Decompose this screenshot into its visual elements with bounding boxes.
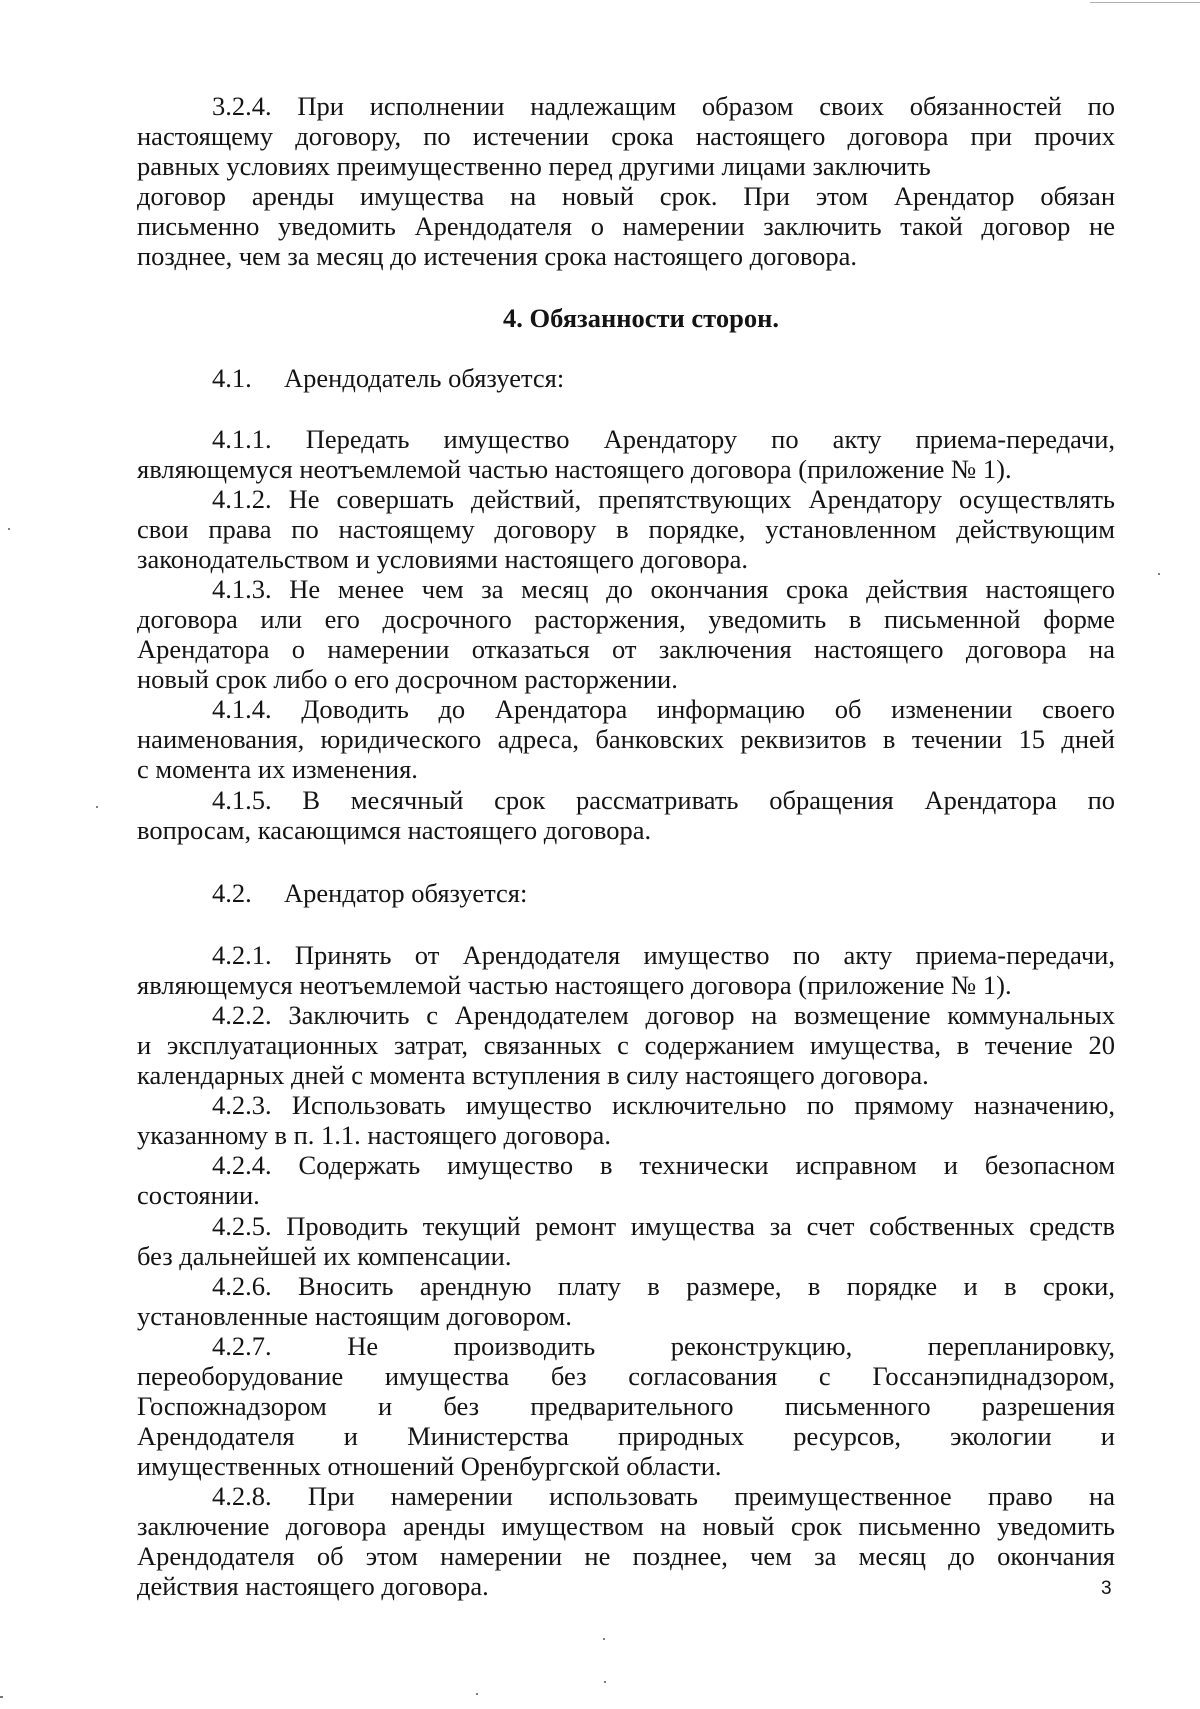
para-3-2-4-line-4: договор аренды имущества на новый срок. При этом Арендатор обязан (137, 181, 1115, 211)
item-4-2-line-12: 4.2.6. Вносить арендную плату в размере, в порядке и в сроки, (212, 1271, 1115, 1301)
section-title: 4. Обязанности сторон. (503, 303, 779, 333)
item-4-1-line-1: 4.1.1. Передать имущество Арендатору по акту приема-передачи, (212, 424, 1115, 454)
item-4-2-line-15: переоборудование имущества без согласования с Госсанэпиднадзором, (137, 1361, 1115, 1391)
subsection-4-2 (212, 878, 527, 908)
section-heading (0, 303, 1200, 333)
item-4-2-line-17: Арендодателя и Министерства природных ресурсов, экологии и (137, 1421, 1115, 1451)
item-4-2-line-10: 4.2.5. Проводить текущий ремонт имущества за счет собственных средств (212, 1211, 1115, 1241)
item-4-1-line-10: 4.1.4. Доводить до Арендатора информацию об изменении своего (212, 694, 1115, 724)
scan-edge-mark (0, 1696, 3, 1698)
subsection-4-2-number: 4.2. (212, 878, 252, 908)
item-4-1-line-12: с момента их изменения. (137, 754, 418, 784)
item-4-1-line-11: наименования, юридического адреса, банковских реквизитов в течении 15 дней (137, 724, 1115, 754)
item-4-1-line-4: свои права по настоящему договору в порядке, установленном действующим (137, 514, 1115, 544)
item-4-2-line-13: установленные настоящим договором. (137, 1301, 572, 1331)
item-4-2-line-18: имущественных отношений Оренбургской области. (137, 1451, 722, 1481)
para-3-2-4-line-5: письменно уведомить Арендодателя о намерении заключить такой договор не (137, 211, 1115, 241)
item-4-2-line-14: 4.2.7. Не производить реконструкцию, перепланировку, (212, 1331, 1115, 1361)
item-4-2-line-2: являющемуся неотъемлемой частью настоящего договора (приложение № 1). (137, 970, 1012, 1000)
scan-speck (476, 1693, 478, 1695)
item-4-2-line-3: 4.2.2. Заключить с Арендодателем договор на возмещение коммунальных (212, 1000, 1115, 1030)
subsection-4-2-text: Арендатор обязуется: (284, 878, 528, 908)
para-3-2-4-line-1: 3.2.4. При исполнении надлежащим образом своих обязанностей по (212, 91, 1115, 121)
item-4-2-line-7: указанному в п. 1.1. настоящего договора. (137, 1120, 611, 1150)
para-3-2-4-line-6: позднее, чем за месяц до истечения срока настоящего договора. (137, 241, 858, 271)
item-4-1-line-13: 4.1.5. В месячный срок рассматривать обращения Арендатора по (212, 785, 1115, 815)
item-4-2-line-22: действия настоящего договора. (137, 1571, 489, 1601)
item-4-2-line-19: 4.2.8. При намерении использовать преимущественное право на (212, 1481, 1115, 1511)
page-number: 3 (1101, 1578, 1112, 1599)
subsection-4-1 (212, 363, 564, 393)
item-4-2-line-6: 4.2.3. Использовать имущество исключительно по прямому назначению, (212, 1090, 1115, 1120)
item-4-2-line-20: заключение договора аренды имуществом на новый срок письменно уведомить (137, 1511, 1115, 1541)
item-4-2-line-16: Госпожнадзором и без предварительного письменного разрешения (137, 1391, 1115, 1421)
item-4-2-line-9: состоянии. (137, 1180, 260, 1210)
subsection-4-1-number: 4.1. (212, 363, 252, 393)
item-4-1-line-3: 4.1.2. Не совершать действий, препятствующих Арендатору осуществлять (212, 484, 1115, 514)
scan-speck (604, 1681, 606, 1683)
item-4-1-line-6: 4.1.3. Не менее чем за месяц до окончания срока действия настоящего (212, 574, 1115, 604)
item-4-2-line-1: 4.2.1. Принять от Арендодателя имущество по акту приема-передачи, (212, 940, 1115, 970)
item-4-2-line-11: без дальнейшей их компенсации. (137, 1241, 512, 1271)
scan-edge-line (1090, 2, 1200, 3)
para-3-2-4-line-3: равных условиях преимущественно перед другими лицами заключить (137, 151, 931, 181)
item-4-1-line-5: законодательством и условиями настоящего договора. (137, 544, 748, 574)
item-4-1-line-9: новый срок либо о его досрочном расторжении. (137, 664, 678, 694)
scan-speck (96, 806, 98, 808)
item-4-2-line-8: 4.2.4. Содержать имущество в технически исправном и безопасном (212, 1150, 1115, 1180)
para-3-2-4-line-2: настоящему договору, по истечении срока настоящего договора при прочих (137, 121, 1115, 151)
scan-speck (1158, 573, 1160, 575)
subsection-4-1-text: Арендодатель обязуется: (284, 363, 565, 393)
scan-speck (603, 1638, 605, 1640)
item-4-2-line-21: Арендодателя об этом намерении не позднее, чем за месяц до окончания (137, 1541, 1115, 1571)
scan-speck (8, 528, 10, 530)
item-4-2-line-5: календарных дней с момента вступления в силу настоящего договора. (137, 1060, 929, 1090)
item-4-1-line-2: являющемуся неотъемлемой частью настоящего договора (приложение № 1). (137, 454, 1012, 484)
item-4-1-line-14: вопросам, касающимся настоящего договора. (137, 815, 652, 845)
item-4-1-line-8: Арендатора о намерении отказаться от заключения настоящего договора на (137, 634, 1115, 664)
item-4-2-line-4: и эксплуатационных затрат, связанных с содержанием имущества, в течение 20 (137, 1030, 1115, 1060)
item-4-1-line-7: договора или его досрочного расторжения, уведомить в письменной форме (137, 604, 1115, 634)
